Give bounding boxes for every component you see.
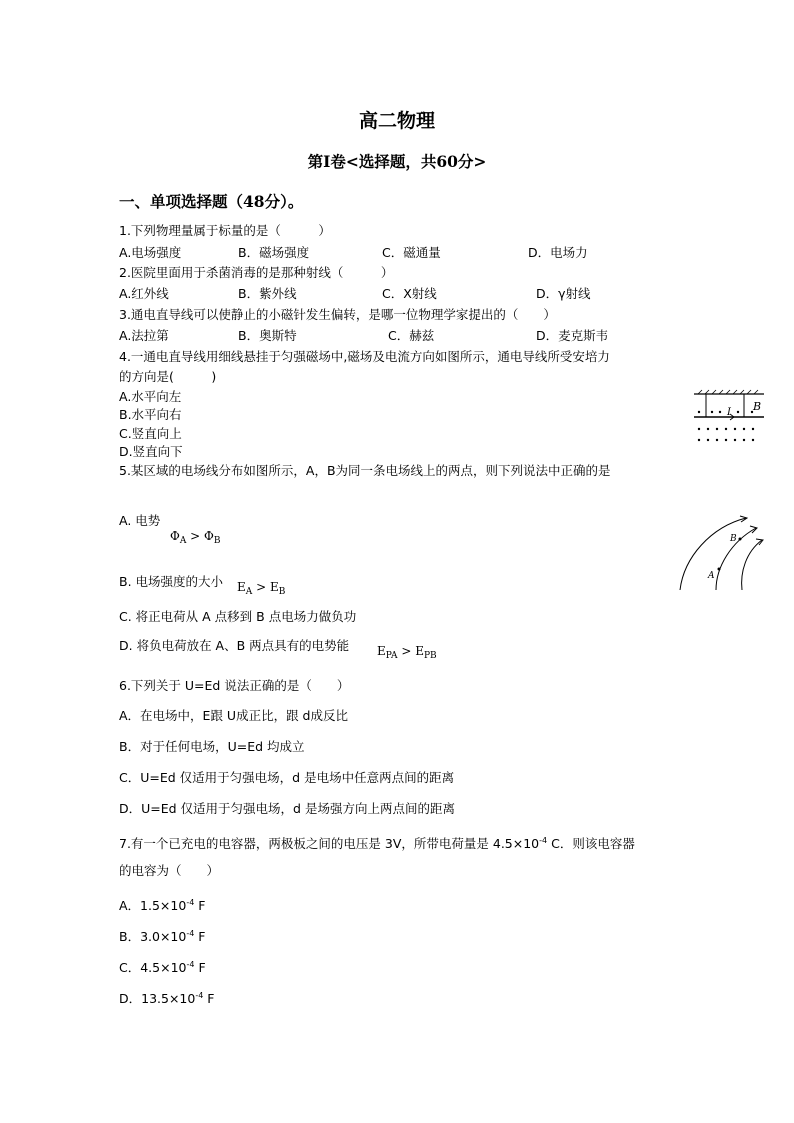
q7-option-d: D．$13.5\times 10^{-4}$ F (119, 991, 215, 1006)
q3-option-a: A.法拉第 (119, 328, 169, 343)
q4-stem-line1: 4.一通电直导线用细线悬挂于匀强磁场中,磁场及电流方向如图所示，通电导线所受安培力 (119, 349, 610, 364)
q6-stem: 6.下列关于 U=Ed 说法正确的是（ ） (119, 678, 350, 693)
q5-option-a-formula: $\Phi_A > \Phi_B$ (170, 529, 221, 546)
q1-option-d: D．电场力 (528, 245, 588, 260)
page-subtitle: 第Ⅰ卷<选择题，共60分> (307, 152, 487, 171)
q5-figure-label-a: A (708, 571, 715, 581)
section-heading: 一、单项选择题（48分）。 (119, 192, 304, 211)
q3-stem: 3.通电直导线可以使静止的小磁针发生偏转，是哪一位物理学家提出的（ ） (119, 307, 556, 322)
q2-option-c: C．X射线 (382, 286, 437, 301)
q4-option-a: A.水平向左 (119, 389, 182, 404)
q5-option-c: C. 将正电荷从 A 点移到 B 点电场力做负功 (119, 609, 357, 624)
q4-figure-label-i: I (727, 407, 731, 418)
q3-option-d: D．麦克斯韦 (536, 328, 609, 343)
q5-option-b-formula: $E_A > E_B$ (237, 580, 286, 597)
q4-option-d: D.竖直向下 (119, 444, 183, 459)
q6-option-b: B．对于任何电场，U=Ed 均成立 (119, 739, 305, 754)
q4-magnetic-field-figure (690, 388, 772, 448)
q2-stem: 2.医院里面用于杀菌消毒的是那种射线（ ） (119, 265, 394, 280)
q5-stem: 5.某区域的电场线分布如图所示，A，B为同一条电场线上的两点，则下列说法中正确的是 (119, 463, 611, 478)
q7-stem-line1: 7.有一个已充电的电容器，两极板之间的电压是 3V，所带电荷量是 $4.5\times 10^{-4}$ C．则该电容器 (119, 836, 635, 851)
q5-figure-label-b: B (730, 534, 737, 544)
q4-option-b: B.水平向右 (119, 407, 182, 422)
q3-option-c: C．赫兹 (388, 328, 435, 343)
q6-option-c: C．U=Ed 仅适用于匀强电场，d 是电场中任意两点间的距离 (119, 770, 455, 785)
q5-option-b-text: B. 电场强度的大小 (119, 574, 224, 589)
q5-option-a-text: A. 电势 (119, 513, 161, 528)
page-title: 高二物理 (358, 110, 435, 132)
q4-figure-label-b: B (753, 400, 762, 413)
q6-option-d: D．U=Ed 仅适用于匀强电场，d 是场强方向上两点间的距离 (119, 801, 455, 816)
q1-stem: 1.下列物理量属于标量的是（ ） (119, 223, 331, 238)
q2-option-a: A.红外线 (119, 286, 169, 301)
q3-option-b: B．奥斯特 (238, 328, 297, 343)
q1-option-a: A.电场强度 (119, 245, 182, 260)
q6-option-a: A．在电场中，E跟 U成正比，跟 d成反比 (119, 708, 348, 723)
q5-option-d-text: D. 将负电荷放在 A、B 两点具有的电势能 (119, 638, 350, 653)
q2-option-b: B．紫外线 (238, 286, 297, 301)
q5-electric-field-figure (676, 512, 764, 592)
q1-option-c: C．磁通量 (382, 245, 441, 260)
q7-stem-line2: 的电容为（ ） (119, 863, 220, 878)
q4-option-c: C.竖直向上 (119, 426, 182, 441)
q7-option-c: C．$4.5\times 10^{-4}$ F (119, 960, 206, 975)
q2-option-d: D．γ射线 (536, 286, 591, 301)
q1-option-b: B．磁场强度 (238, 245, 310, 260)
q7-option-a: A．$1.5\times 10^{-4}$ F (119, 898, 206, 913)
q5-option-d-formula: $E_{PA} > E_{PB}$ (377, 644, 437, 661)
q4-stem-line2: 的方向是( ) (119, 369, 217, 384)
q7-option-b: B．$3.0\times 10^{-4}$ F (119, 929, 206, 944)
